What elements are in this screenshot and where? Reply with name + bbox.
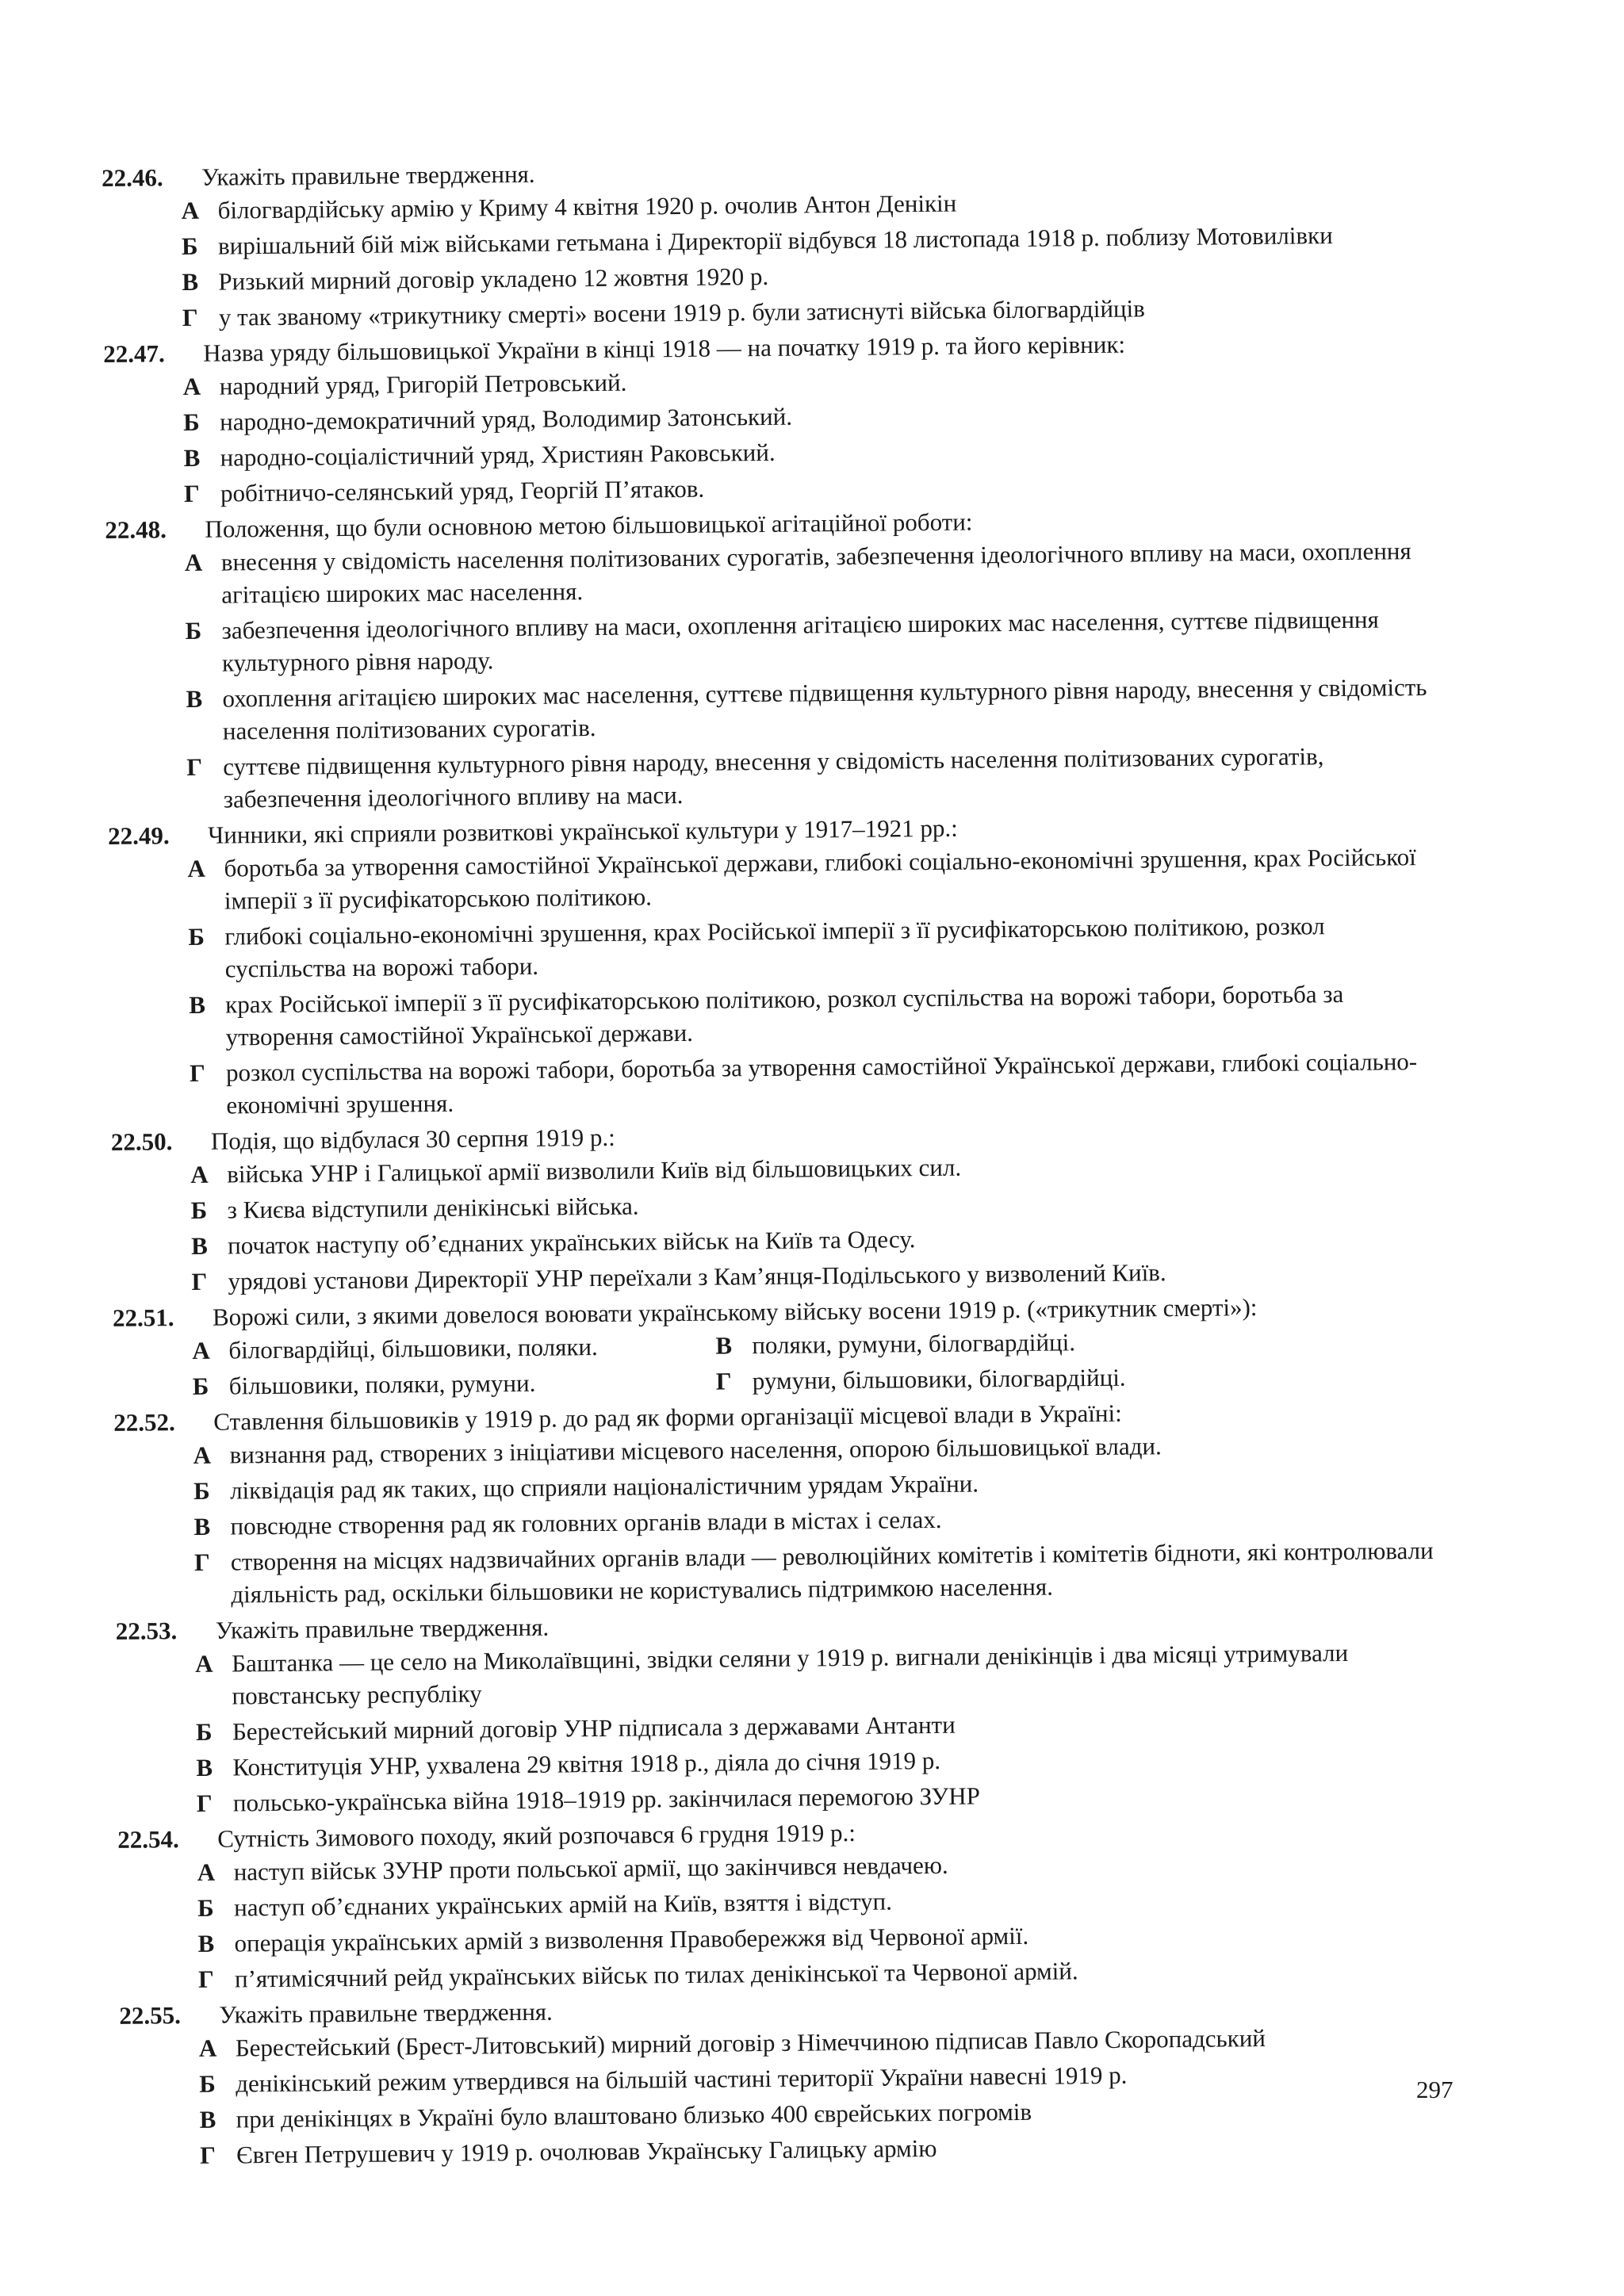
option-letter: В	[199, 2105, 216, 2133]
option-text: румуни, більшовики, білогвардійці.	[752, 1363, 1126, 1395]
answer-option-v	[109, 977, 1434, 1054]
question-22-48	[105, 501, 1432, 817]
question-number: 22.46.	[102, 163, 163, 192]
question-22-53	[116, 1602, 1442, 1820]
question-22-46	[102, 149, 1427, 335]
question-22-50	[111, 1113, 1437, 1299]
option-text: початок наступу об’єднаних українських військ на Київ та Одесу.	[227, 1225, 916, 1260]
answer-option-a	[105, 534, 1431, 612]
option-text: Ризький мирний договір укладено 12 жовтня 1920 р.	[218, 262, 769, 296]
option-letter: Г	[189, 1058, 205, 1087]
question-22-49	[108, 807, 1435, 1123]
option-text: глибокі соціально-економічні зрушення, крах Російської імперії з її русифікаторською політикою, розкол суспільства на ворожі табори.	[224, 912, 1325, 983]
question-text: Ставлення більшовиків у 1919 р. до рад як форми організації місцевої влади в Україні:	[213, 1399, 1122, 1436]
option-text: охоплення агітацією широких мас населення, суттєве підвищення культурного рівня народу, внесення у свідомість населення політизованих сурогатів.	[222, 672, 1427, 745]
option-text: у так званому «трикутнику смерті» восени 1919 р. були затиснуті війська білогвардійців	[218, 294, 1145, 331]
option-letter: Г	[191, 1267, 208, 1295]
option-text: Євген Петрушевич у 1919 р. очолював Українську Галицьку армію	[236, 2134, 937, 2169]
question-number: 22.51.	[112, 1303, 174, 1332]
answer-option-b	[193, 1365, 716, 1402]
option-text: Баштанка — це село на Миколаївщині, звідки селяни у 1919 р. вигнали денікінців і два місяці утримували повстанську республіку	[232, 1638, 1349, 1710]
question-list	[102, 149, 1445, 2175]
answer-option-v	[715, 1322, 1437, 1362]
option-letter: Г	[197, 1965, 214, 1993]
option-text: повсюдне створення рад як головних органів влади в містах і селах.	[230, 1505, 942, 1540]
question-text: Ворожі сили, з якими довелося воювати українському війську восени 1919 р. («трикутник смерті»):	[212, 1293, 1258, 1331]
option-letter: Б	[185, 616, 202, 645]
option-text: білогвардійську армію у Криму 4 квітня 1920 р. очолив Антон Денікін	[217, 189, 957, 224]
question-number: 22.53.	[115, 1617, 178, 1645]
option-letter: А	[193, 1441, 212, 1469]
answer-option-g	[110, 1045, 1435, 1123]
option-text: п’ятимісячний рейд українських військ по тилах денікінської та Червоної армій.	[234, 1957, 1078, 1993]
option-letter: В	[189, 990, 206, 1019]
question-text: Назва уряду більшовицької України в кінці 1918 — на початку 1919 р. та його керівник:	[203, 330, 1126, 367]
option-text: народно-демократичний уряд, Володимир Затонський.	[219, 402, 793, 436]
option-letter: В	[182, 267, 199, 297]
option-letter: В	[186, 684, 203, 714]
question-22-55	[119, 1987, 1445, 2172]
option-text: забезпечення ідеологічного впливу на маси, охоплення агітацією широких мас населення, суттєве підвищення культурного рівня народу.	[221, 605, 1379, 677]
question-text: Укажіть правильне твердження.	[201, 159, 535, 191]
option-text: ліквідація рад як таких, що сприяли націоналістичним урядам України.	[229, 1469, 979, 1505]
question-text: Сутність Зимового походу, який розпочався 6 грудня 1919 р.:	[217, 1818, 856, 1853]
option-text: суттєве підвищення культурного рівня народу, внесення у свідомість населення політизованих сурогатів, забезпечення ідеологічного впливу на маси.	[223, 742, 1324, 813]
question-number: 22.55.	[119, 2001, 182, 2030]
option-text: з Києва відступили денікінські війська.	[227, 1192, 639, 1224]
option-letter: Г	[715, 1367, 732, 1395]
option-letter: А	[187, 854, 206, 882]
option-letter: Б	[188, 922, 205, 951]
question-number: 22.47.	[103, 339, 165, 368]
option-letter: А	[190, 1160, 209, 1188]
option-letter: Г	[199, 2141, 216, 2169]
option-text: денікінський режим утвердився на більшій частині території України навесні 1919 р.	[236, 2061, 1128, 2098]
answer-options-grid	[113, 1322, 1438, 1406]
option-letter: А	[182, 372, 201, 401]
answer-option-a	[108, 840, 1433, 918]
option-text: війська УНР і Галицької армії визволили Київ від більшовицьких сил.	[227, 1153, 962, 1188]
question-text: Укажіть правильне твердження.	[215, 1613, 550, 1644]
option-letter: Г	[183, 479, 200, 508]
option-text: білогвардійці, більшовики, поляки.	[228, 1333, 598, 1364]
option-text: більшовики, поляки, румуни.	[228, 1368, 536, 1400]
question-22-54	[117, 1811, 1443, 1996]
option-letter: В	[197, 1929, 215, 1957]
option-text: боротьба за утворення самостійної Української держави, глибокі соціально-економічні зрушення, крах Російської імперії з її русифікаторською політикою.	[224, 843, 1416, 915]
question-text: Чинники, які сприяли розвиткові української культури у 1917–1921 рр.:	[207, 813, 958, 849]
option-letter: Б	[193, 1476, 210, 1505]
option-letter: А	[198, 2034, 217, 2062]
option-text: при денікінцях в Україні було влаштовано близько 400 єврейських погромів	[236, 2097, 1032, 2133]
question-number: 22.48.	[105, 515, 167, 544]
question-text: Укажіть правильне твердження.	[219, 1997, 553, 2029]
option-text: визнання рад, створених з ініціативи місцевого населення, опорою більшовицької влади.	[229, 1432, 1162, 1469]
question-number: 22.54.	[117, 1825, 179, 1854]
answer-option-g	[115, 1534, 1440, 1612]
option-text: робітничо-селянський уряд, Георгій П’ятаков.	[220, 474, 705, 507]
option-letter: Б	[192, 1372, 209, 1400]
option-letter: В	[715, 1331, 733, 1360]
question-text: Положення, що були основною метою більшовицької агітаційної роботи:	[205, 507, 973, 543]
answer-option-b	[109, 909, 1434, 986]
question-text: Подія, що відбулася 30 серпня 1919 р.:	[210, 1123, 615, 1155]
answer-option-g	[107, 739, 1432, 817]
option-letter: Б	[181, 232, 198, 261]
option-letter: А	[181, 196, 200, 225]
option-text: народний уряд, Григорій Петровський.	[219, 368, 627, 400]
option-letter: В	[193, 1512, 211, 1540]
answer-option-v	[106, 671, 1431, 748]
option-text: Конституція УНР, ухвалена 29 квітня 1918 р., діяла до січня 1919 р.	[232, 1746, 941, 1781]
option-letter: Б	[182, 408, 200, 437]
question-number: 22.52.	[113, 1408, 175, 1437]
option-letter: Г	[186, 752, 203, 782]
option-letter: А	[195, 1649, 213, 1678]
option-text: крах Російської імперії з її русифікаторською політикою, розкол суспільства на ворожі табори, боротьба за утворення самостійної Української держави.	[225, 980, 1344, 1051]
page-number: 297	[1416, 2076, 1454, 2103]
option-text: операція українських армій з визволення Правобережжя від Червоної армії.	[234, 1921, 1029, 1957]
option-text: поляки, румуни, білогвардійці.	[752, 1328, 1076, 1360]
option-text: урядові установи Директорії УНР переїхали з Кам’янця-Подільського у визволений Київ.	[228, 1258, 1166, 1295]
option-text: наступ об’єднаних українських армій на Київ, взяття і відступ.	[233, 1887, 893, 1922]
question-number: 22.49.	[107, 821, 170, 850]
option-text: польсько-українська війна 1918–1919 рр. закінчилася перемогою ЗУНР	[232, 1781, 981, 1817]
option-text: наступ військ ЗУНР проти польської армії, що закінчився невдачею.	[233, 1850, 948, 1886]
option-text: внесення у свідомість населення політизованих сурогатів, забезпечення ідеологічного впливу на маси, охоплення агітацією широких мас населення.	[220, 537, 1411, 609]
answer-option-a	[192, 1330, 715, 1367]
option-letter: Г	[182, 303, 198, 332]
option-letter: Б	[195, 1717, 213, 1746]
question-22-47	[103, 325, 1429, 511]
option-letter: Б	[199, 2069, 216, 2098]
option-text: розкол суспільства на ворожі табори, боротьба за утворення самостійної Української держави, глибокі соціально-економічні зрушення.	[225, 1047, 1418, 1119]
option-text: народно-соціалістичний уряд, Християн Раковський.	[220, 438, 776, 472]
option-letter: В	[183, 443, 201, 473]
option-letter: Г	[196, 1789, 213, 1817]
answer-option-g	[716, 1358, 1438, 1398]
answer-option-a	[116, 1636, 1441, 1713]
question-22-51	[113, 1289, 1438, 1406]
option-letter: В	[196, 1753, 213, 1781]
option-letter: Г	[193, 1548, 210, 1576]
option-text: Берестейський (Брест-Литовський) мирний договір з Німеччиною підписав Павло Скоропадський	[235, 2024, 1266, 2062]
answer-option-b	[105, 603, 1431, 680]
option-letter: Б	[190, 1196, 208, 1224]
option-letter: В	[190, 1231, 208, 1260]
option-text: вирішальний бій між військами гетьмана і Директорії відбувся 18 листопада 1918 р. поблизу Мотовилівки	[217, 221, 1333, 260]
option-text: Берестейський мирний договір УНР підписала з державами Антанти	[232, 1710, 956, 1746]
question-22-52	[113, 1394, 1439, 1612]
option-text: створення на місцях надзвичайних органів влади — революційних комітетів і комітетів бідноти, які контролювали діяльність рад, оскільки більшовики не користувались підтримкою населення.	[230, 1536, 1434, 1609]
option-letter: Б	[197, 1893, 214, 1922]
option-letter: А	[192, 1336, 210, 1364]
option-letter: А	[184, 548, 203, 577]
question-number: 22.50.	[110, 1127, 173, 1156]
option-letter: А	[197, 1858, 216, 1886]
